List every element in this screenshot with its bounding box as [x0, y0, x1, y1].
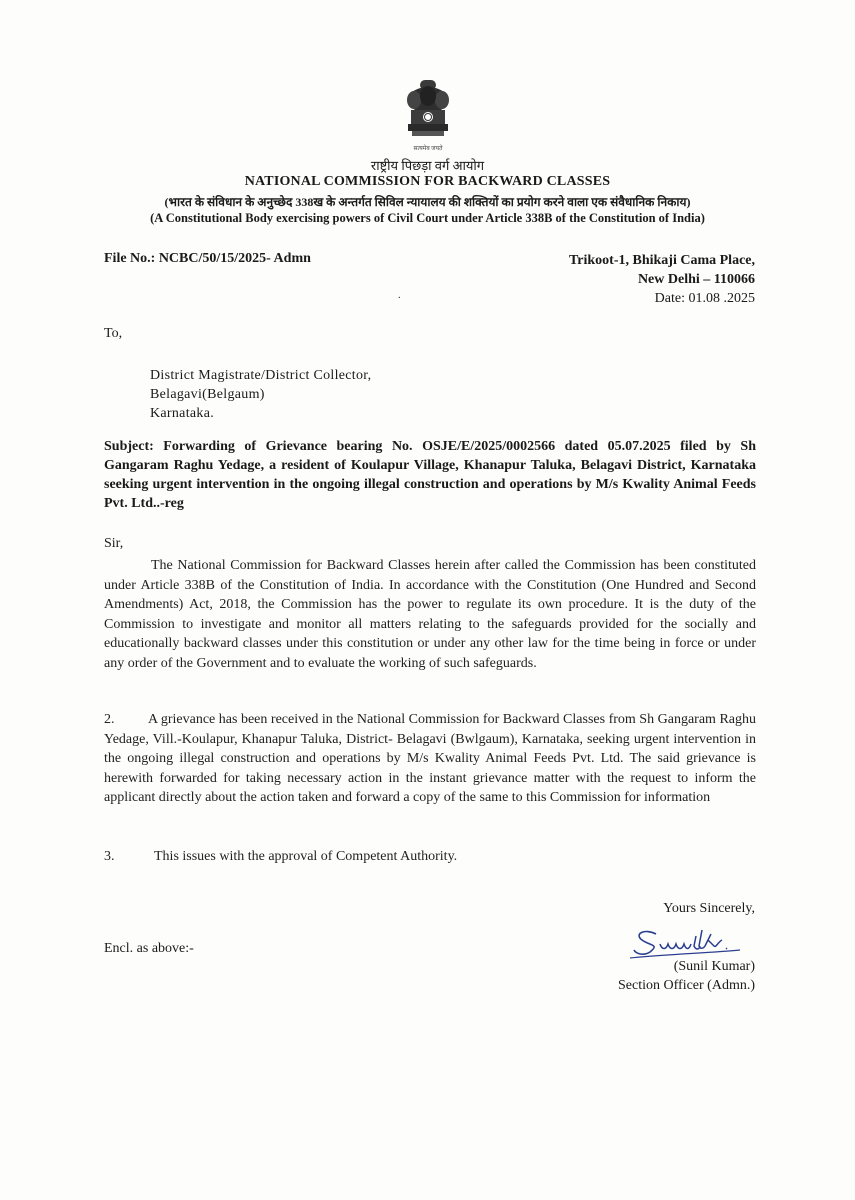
- commission-name: NATIONAL COMMISSION FOR BACKWARD CLASSES: [244, 174, 611, 189]
- signatory-designation: Section Officer (Admn.): [618, 978, 755, 993]
- sender-address: [569, 251, 755, 308]
- commission-subtitle-hindi: (भारत के संविधान के अनुच्छेद 338ख के अन्तर्गत सिविल न्यायालय की शक्तियों का प्रयोग करने वाला एक संवैधानिक निकाय): [164, 195, 691, 209]
- address-line-1: Trikoot-1, Bhikaji Cama Place,: [568, 253, 755, 268]
- paragraph-3-text: This issues with the approval of Competent Authority.: [154, 849, 458, 864]
- paragraph-2-number: 2.: [104, 712, 115, 727]
- recipient-line-2: Belagavi(Belgaum): [150, 387, 265, 402]
- commission-name-hindi: राष्ट्रीय पिछड़ा वर्ग आयोग: [370, 158, 485, 173]
- letter-date: Date: 01.08 .2025: [654, 291, 755, 306]
- file-number: File No.: NCBC/50/15/2025- Admn: [104, 251, 311, 266]
- paragraph-2: [104, 710, 756, 808]
- salutation: Sir,: [104, 536, 124, 551]
- enclosure-note: Encl. as above:-: [104, 941, 194, 956]
- stray-mark: .: [398, 290, 401, 301]
- recipient-line-1: District Magistrate/District Collector,: [150, 368, 372, 383]
- recipient-line-3: Karnataka.: [150, 406, 215, 421]
- signatory-name: (Sunil Kumar): [673, 959, 755, 974]
- address-line-2: New Delhi – 110066: [637, 272, 755, 287]
- handwritten-signature: [630, 920, 790, 962]
- paragraph-1: The National Commission for Backward Classes herein after called the Commission has been constituted under Article 338B of the Constitution of India. In accordance with the Constitution (One Hundred and Second Amendments) Act, 2018, the Commission has the power to regulate its own procedure. It is the duty of the Commission to investigate and monitor all matters relating to the safeguards provided for the socially and educationally backward classes under this constitution or under any other law for the time being in force or under any order of the Government and to evaluate the working of such safeguards.: [104, 558, 756, 671]
- recipient-address: [150, 366, 371, 423]
- emblem-motto: सत्यमेव जयते: [413, 146, 443, 152]
- to-label: To,: [104, 326, 123, 341]
- paragraph-2-text: A grievance has been received in the National Commission for Backward Classes from Sh Gangaram Raghu Yedage, Vill.-Koulapur, Khanapur Taluka, District- Belagavi (Bwlgaum), Karnataka, seeking urgent intervention in the ongoing illegal construction and operations by M/s Kwality Animal Feeds Pvt. Ltd. The said grievance is herewith forwarded for taking necessary action in the instant grievance matter with the request to inform the applicant directly about the action taken and forward a copy of the same to this Commission for information: [104, 712, 756, 805]
- closing: Yours Sincerely,: [663, 901, 755, 916]
- signatory: [618, 957, 755, 995]
- subject-line: Subject: Forwarding of Grievance bearing No. OSJE/E/2025/0002566 dated 05.07.2025 filed by Sh Gangaram Raghu Yedage, a resident of Koulapur Village, Khanapur Taluka, Belagavi District, Karnataka seeking urgent intervention in the ongoing illegal construction and operations by M/s Kwality Animal Feeds Pvt. Ltd..-reg: [104, 439, 756, 511]
- commission-subtitle: (A Constitutional Body exercising powers of Civil Court under Article 338B of the Constitution of India): [150, 211, 705, 225]
- paragraph-3-number: 3.: [104, 849, 115, 864]
- paragraph-3: [104, 847, 756, 867]
